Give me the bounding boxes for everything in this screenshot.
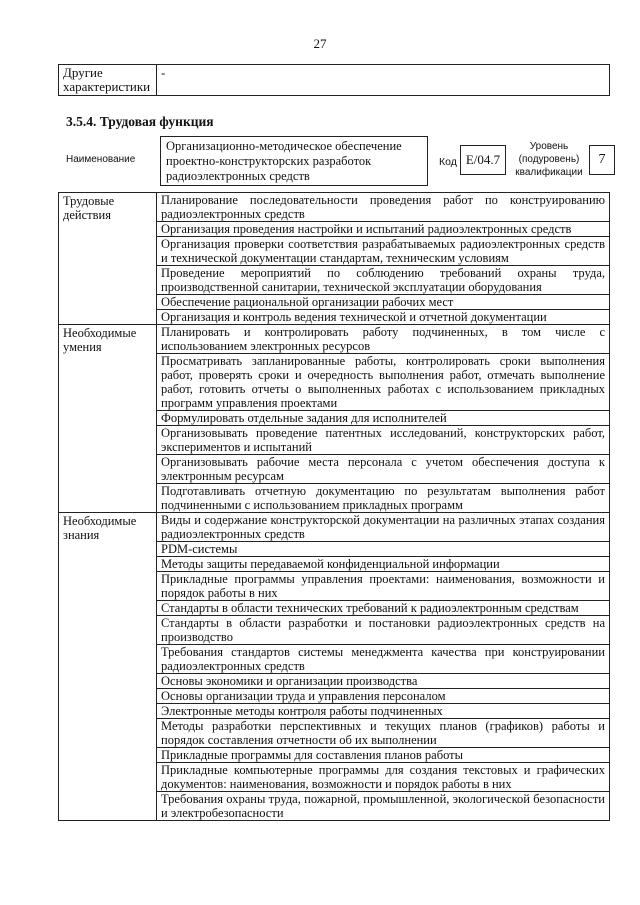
function-details-table <box>58 192 610 821</box>
list-item: Организовывать проведение патентных исследований, конструкторских работ, экспериментов и испытаний <box>157 426 610 455</box>
list-item: Электронные методы контроля работы подчиненных <box>157 704 610 719</box>
list-item: Организация проведения настройки и испытаний радиоэлектронных средств <box>157 222 610 237</box>
list-item: Требования стандартов системы менеджмента качества при конструировании радиоэлектронных средств <box>157 645 610 674</box>
list-item: Стандарты в области технических требований к радиоэлектронным средствам <box>157 601 610 616</box>
list-item: Организовывать рабочие места персонала с учетом обеспечения доступа к электронным ресурсам <box>157 455 610 484</box>
list-item: Подготавливать отчетную документацию по результатам выполнения работ подчиненными с использованием прикладных программ <box>157 484 610 513</box>
table-row <box>59 325 610 354</box>
list-item: Организация проверки соответствия разрабатываемых радиоэлектронных средств и технической документации стандартам, техническим условиям <box>157 237 610 266</box>
group-label: Трудовые действия <box>59 193 157 325</box>
code-label: Код <box>439 156 457 168</box>
other-characteristics-label: Другие характеристики <box>59 65 157 96</box>
table-row <box>59 193 610 222</box>
list-item: Прикладные компьютерные программы для создания текстовых и графических документов: наименования, возможности и порядок работы в них <box>157 763 610 792</box>
list-item: Прикладные программы для составления планов работы <box>157 748 610 763</box>
code-value: E/04.7 <box>460 145 506 175</box>
list-item: Стандарты в области разработки и постановки радиоэлектронных средств на производство <box>157 616 610 645</box>
table-row <box>59 65 610 96</box>
page-number: 27 <box>313 36 327 51</box>
other-characteristics-table <box>58 64 610 96</box>
list-item: Обеспечение рациональной организации рабочих мест <box>157 295 610 310</box>
list-item: Организация и контроль ведения технической и отчетной документации <box>157 310 610 325</box>
function-details-body <box>59 193 610 821</box>
list-item: Проведение мероприятий по соблюдению требований охраны труда, производственной санитарии, технической эксплуатации оборудования <box>157 266 610 295</box>
list-item: Основы экономики и организации производства <box>157 674 610 689</box>
group-label: Необходимые умения <box>59 325 157 513</box>
list-item: Методы защиты передаваемой конфиденциальной информации <box>157 557 610 572</box>
level-label: Уровень (подуровень) квалификации <box>515 141 583 178</box>
list-item: Планирование последовательности проведения работ по конструированию радиоэлектронных средств <box>157 193 610 222</box>
name-value: Организационно-методическое обеспечение проектно-конструкторских разработок радиоэлектронных средств <box>160 136 428 186</box>
list-item: Планировать и контролировать работу подчиненных, в том числе с использованием электронных ресурсов <box>157 325 610 354</box>
function-header <box>58 136 618 188</box>
list-item: Методы разработки перспективных и текущих планов (графиков) работы и порядок составления отчетности об их выполнении <box>157 719 610 748</box>
table-row <box>59 513 610 542</box>
list-item: Требования охраны труда, пожарной, промышленной, экологической безопасности и электробезопасности <box>157 792 610 821</box>
list-item: Прикладные программы управления проектами: наименования, возможности и порядок работы в них <box>157 572 610 601</box>
other-characteristics-value: - <box>157 65 610 96</box>
level-value: 7 <box>589 145 615 175</box>
list-item: Виды и содержание конструкторской документации на различных этапах создания радиоэлектронных средств <box>157 513 610 542</box>
name-label: Наименование <box>66 154 136 165</box>
list-item: Основы организации труда и управления персоналом <box>157 689 610 704</box>
list-item: Формулировать отдельные задания для исполнителей <box>157 411 610 426</box>
group-label: Необходимые знания <box>59 513 157 821</box>
section-title: 3.5.4. Трудовая функция <box>66 114 214 129</box>
list-item: PDM-системы <box>157 542 610 557</box>
list-item: Просматривать запланированные работы, контролировать сроки выполнения работ, проверять сроки и очередность выполнения работ, отмечать выполнение работ, готовить отчеты о выполненных работах с использованием прикладных программ управления проектами <box>157 354 610 411</box>
